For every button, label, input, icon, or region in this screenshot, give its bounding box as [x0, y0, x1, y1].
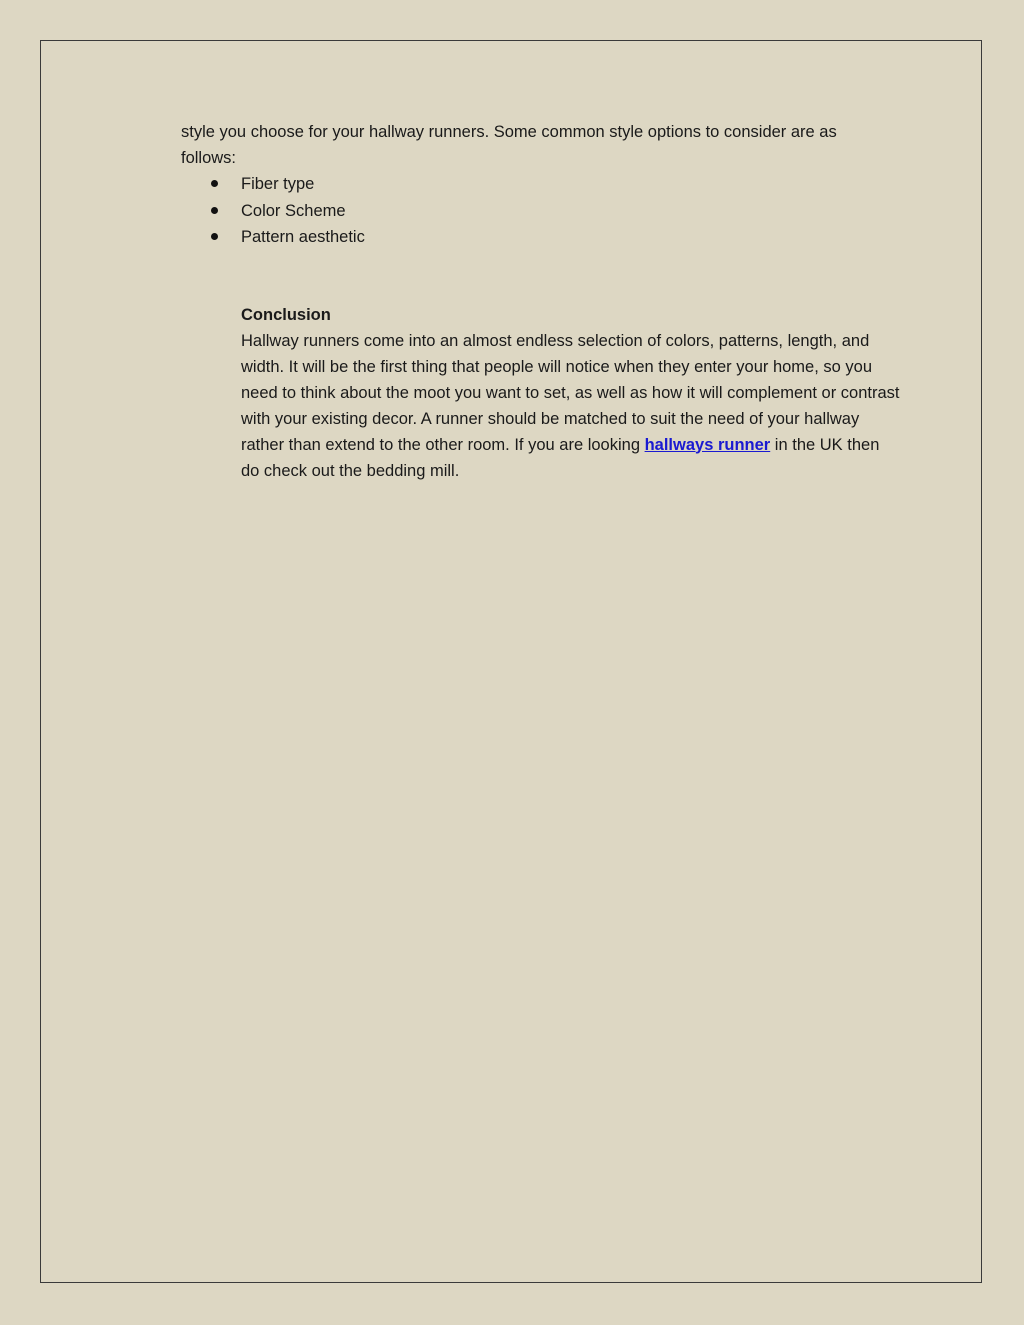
list-item-label: Fiber type — [241, 175, 315, 193]
list-item — [181, 224, 901, 251]
style-options-list — [181, 171, 901, 251]
conclusion-heading: Conclusion — [241, 305, 331, 324]
bullet-icon — [211, 180, 218, 187]
document-content — [181, 119, 901, 484]
hallways-runner-link[interactable]: hallways runner — [644, 435, 771, 454]
bullet-icon — [211, 233, 218, 240]
conclusion-text-start: Hallway runners come into an almost endless selection of colors, patterns, length, and width. It will be the first thing that people will notice when they enter your home, so you need to think about the moot you want to set, as well as how it will complement or contrast with your existing decor. A runner should be matched to suit the need of your hallway rather than extend to the other room. If you are looking — [241, 331, 900, 454]
list-item — [181, 198, 901, 225]
list-item-label: Pattern aesthetic — [241, 228, 365, 246]
conclusion-text-end: in the UK then do check out the bedding mill. — [241, 435, 880, 480]
conclusion-paragraph — [241, 328, 901, 484]
bullet-icon — [211, 207, 218, 214]
list-item — [181, 171, 901, 198]
list-item-label: Color Scheme — [241, 201, 346, 220]
intro-paragraph: style you choose for your hallway runners. Some common style options to consider are as follows: — [181, 123, 837, 167]
conclusion-section — [181, 302, 901, 484]
